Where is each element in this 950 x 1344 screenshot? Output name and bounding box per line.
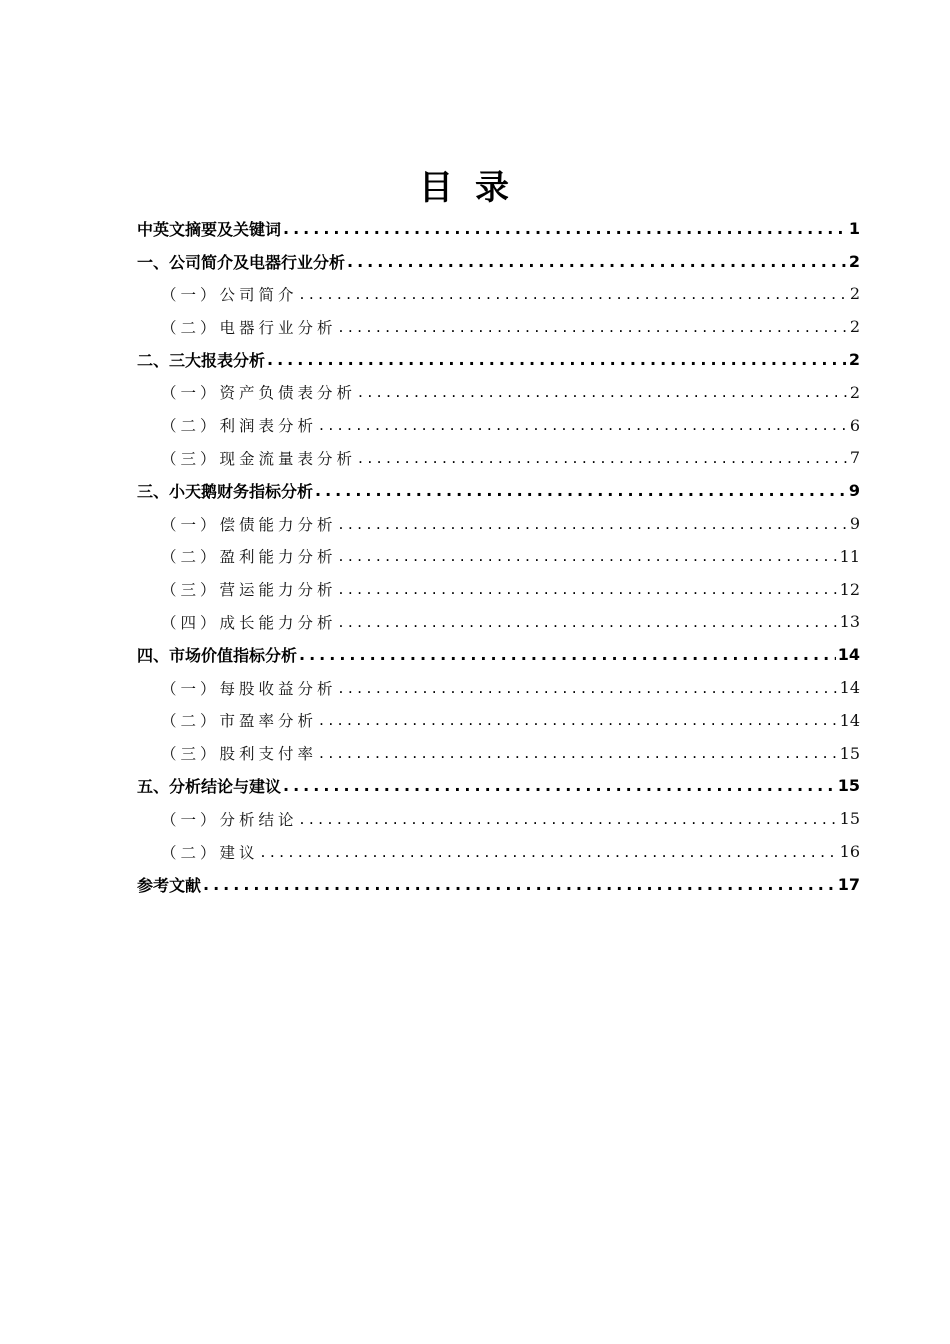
toc-entry-page-number: 15 [839,809,860,829]
toc-entry-label: （二）盈利能力分析 [161,548,337,567]
toc-entry[interactable] [137,606,860,639]
toc-dot-leader [300,810,838,828]
toc-entry-page-number: 2 [848,251,860,271]
toc-entry-label: （一）资产负债表分析 [161,384,357,403]
toc-entry-page-number: 13 [839,612,860,632]
toc-entry-label: 参考文献 [137,875,202,895]
toc-entry-label: （二）建议 [161,843,259,862]
toc-entry-page-number: 14 [837,645,860,665]
toc-entry[interactable] [137,409,860,442]
toc-dot-leader [203,875,836,894]
toc-entry-page-number: 14 [839,710,860,730]
page-title: 目录 [419,168,531,208]
toc-entry[interactable] [137,573,860,606]
toc-dot-leader [339,515,848,533]
toc-entry[interactable] [137,868,860,901]
toc-entry[interactable] [137,245,860,278]
toc-dot-leader [319,744,838,762]
table-of-contents [137,212,860,901]
toc-entry-label: 一、公司简介及电器行业分析 [137,252,346,272]
toc-entry[interactable] [137,704,860,737]
toc-entry-label: （一）偿债能力分析 [161,515,337,534]
toc-entry-page-number: 14 [839,678,860,698]
toc-entry[interactable] [137,278,860,311]
toc-entry-label: （一）分析结论 [161,810,298,829]
toc-entry-label: 二、三大报表分析 [137,351,266,371]
toc-entry-page-number: 15 [839,743,860,763]
toc-entry[interactable] [137,343,860,376]
toc-entry-page-number: 7 [849,448,860,468]
toc-entry[interactable] [137,474,860,507]
toc-entry-page-number: 6 [849,415,860,435]
toc-entry-page-number: 1 [848,218,860,238]
toc-dot-leader [339,613,838,631]
toc-entry[interactable] [137,310,860,343]
toc-entry-label: （三）股利支付率 [161,745,318,764]
toc-entry-label: 中英文摘要及关键词 [137,219,282,239]
toc-entry-label: （二）电器行业分析 [161,318,337,337]
toc-dot-leader [339,679,838,697]
toc-entry[interactable] [137,671,860,704]
toc-dot-leader [339,547,838,565]
toc-entry-page-number: 12 [839,579,860,599]
toc-entry[interactable] [137,507,860,540]
toc-dot-leader [267,350,847,369]
toc-entry-label: （三）现金流量表分析 [161,449,357,468]
toc-entry[interactable] [137,737,860,770]
toc-dot-leader [283,219,847,238]
toc-dot-leader [283,776,836,795]
toc-entry-page-number: 2 [849,284,860,304]
toc-entry-page-number: 17 [837,874,860,894]
toc-entry[interactable] [137,802,860,835]
toc-entry-label: 四、市场价值指标分析 [137,646,298,666]
toc-dot-leader [315,481,847,500]
toc-entry-page-number: 9 [848,481,860,501]
toc-entry-page-number: 9 [849,514,860,534]
toc-entry-page-number: 16 [839,842,860,862]
toc-entry-label: （一）公司简介 [161,285,298,304]
toc-entry[interactable] [137,376,860,409]
toc-entry-label: 五、分析结论与建议 [137,777,282,797]
toc-dot-leader [319,711,838,729]
toc-entry-label: （四）成长能力分析 [161,613,337,632]
toc-entry[interactable] [137,770,860,803]
toc-dot-leader [319,416,848,434]
toc-entry-label: （一）每股收益分析 [161,679,337,698]
toc-dot-leader [261,843,838,861]
toc-dot-leader [339,318,848,336]
toc-entry[interactable] [137,442,860,475]
toc-entry-page-number: 11 [839,546,860,566]
toc-entry-label: 三、小天鹅财务指标分析 [137,482,314,502]
toc-entry[interactable] [137,638,860,671]
toc-dot-leader [299,645,836,664]
toc-entry[interactable] [137,835,860,868]
toc-dot-leader [339,580,838,598]
toc-entry-label: （二）市盈率分析 [161,712,318,731]
toc-entry[interactable] [137,540,860,573]
toc-dot-leader [358,383,848,401]
toc-dot-leader [300,285,848,303]
toc-entry-page-number: 15 [837,776,860,796]
toc-entry-page-number: 2 [849,317,860,337]
toc-dot-leader [358,449,848,467]
toc-dot-leader [347,252,847,271]
toc-entry-page-number: 2 [849,382,860,402]
toc-entry-label: （二）利润表分析 [161,417,318,436]
toc-entry-label: （三）营运能力分析 [161,581,337,600]
toc-entry[interactable] [137,212,860,245]
toc-entry-page-number: 2 [848,350,860,370]
